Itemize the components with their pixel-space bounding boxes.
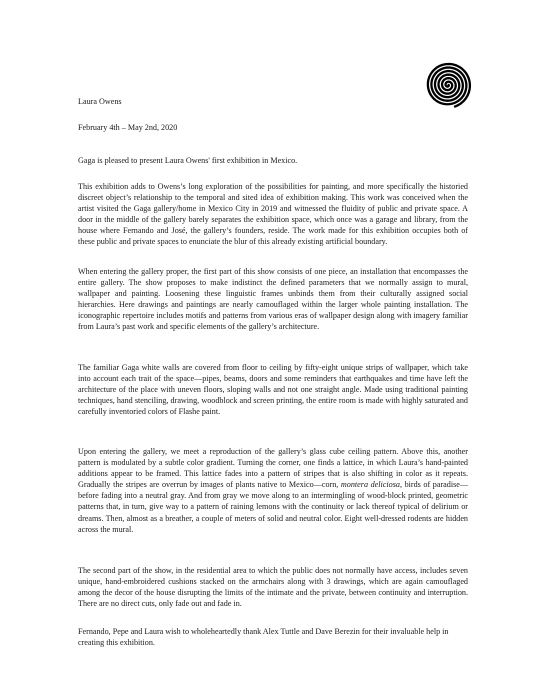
intro-paragraph: Gaga is pleased to present Laura Owens' first exhibition in Mexico. <box>78 156 298 165</box>
artist-name: Laura Owens <box>78 97 122 106</box>
exhibition-dates: February 4th – May 2nd, 2020 <box>78 123 178 132</box>
paragraph-5-italic: montera deliciosa <box>340 480 400 490</box>
paragraph-5-part-1: Upon entering the gallery, we meet a reproduction of the gallery’s glass cube ceiling pattern. Above this, another pattern is modulated by a subtle color gradient. Turning the corner, one finds a lattice, in which Laura’s hand-painted additions appear to be framed. This lattice fades into a pattern of stripes that is also shifting in color as it repeats. Gradually the stripes are overrun by images of plants native to Mexico—corn, <box>78 447 468 490</box>
paragraph-3: When entering the gallery proper, the first part of this show consists of one piece, an installation that encompasses the entire gallery. The show proposes to make indistinct the defined parameters that we normally assign to mural, wallpaper and painting. Loosening these linguistic frames unbinds them from their culturally assigned social hierarchies. Here drawings and paintings are nearly camouflaged within the larger whole painting installation. The iconographic repertoire includes motifs and patterns from various eras of wallpaper design along with imagery familiar from Laura’s past work and specific elements of the gallery’s architecture. <box>78 267 468 332</box>
paragraph-4: The familiar Gaga white walls are covered from floor to ceiling by fifty-eight unique strips of wallpaper, which take into account each trait of the space—pipes, beams, doors and some reminders that earthquakes and time have left the architecture of the place with uneven floors, sloping walls and not one straight angle. Made using traditional painting techniques, hand stenciling, drawing, woodblock and screen printing, the entire room is made with highly saturated and carefully inventoried colors of Flashe paint. <box>78 363 468 417</box>
paragraph-5-part-2: , birds of paradise— before fading into a neutral gray. And from gray we move along to an intermingling of wood-block printed, geometric patterns that, in turn, give way to a pattern of raining lemons with the continuity or lack thereof typical of delirium or dreams. Then, almost as a breather, a couple of meters of solid and neutral color. Eight well-dressed rodents are hidden across the mural. <box>78 480 468 534</box>
thanks-paragraph: Fernando, Pepe and Laura wish to wholeheartedly thank Alex Tuttle and Dave Berezin for their invaluable help in creating this exhibition. <box>78 627 449 648</box>
paragraph-5 <box>78 446 468 535</box>
paragraph-2: This exhibition adds to Owens’s long exploration of the possibilities for painting, and more specifically the historied discreet object’s relationship to the temporal and sited idea of exhibition making. This work was conceived when the artist visited the Gaga gallery/home in Mexico City in 2019 and witnessed the fluidity of public and private space. A door in the middle of the gallery barely separates the exhibition space, which once was a garage and library, from the house where Fernando and José, the gallery’s founders, reside. The work made for this exhibition occupies both of these public and private spaces to enunciate the blur of this already existing artificial boundary. <box>78 182 468 247</box>
paragraph-6: The second part of the show, in the residential area to which the public does not normally have access, includes seven unique, hand-embroidered cushions stacked on the armchairs along with 3 drawings, which are again camouflaged among the decor of the house disrupting the limits of the intimate and the private, between continuity and interruption. There are no direct cuts, only fade out and fade in. <box>78 566 468 609</box>
